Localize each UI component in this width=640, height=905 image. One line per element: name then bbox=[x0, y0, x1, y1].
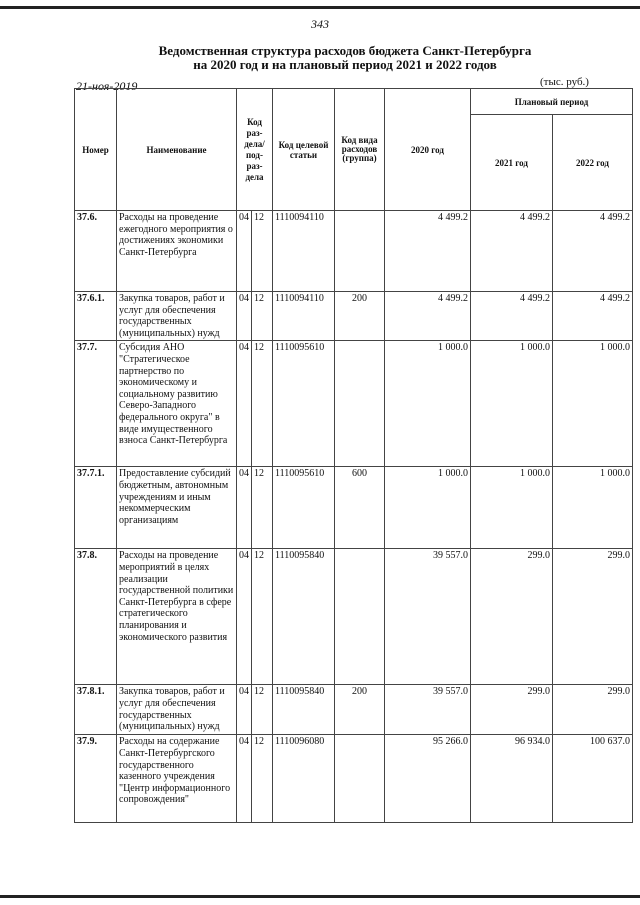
row-target-code: 1110095840 bbox=[273, 685, 335, 735]
row-number: 37.7.1. bbox=[75, 467, 117, 549]
row-amount-2022: 299.0 bbox=[553, 685, 633, 735]
row-subsection: 12 bbox=[252, 549, 273, 685]
row-name: Расходы на проведение ежегодного мероприятия о достижениях экономики Санкт-Петербурга bbox=[117, 211, 237, 292]
header-name: Наименование bbox=[117, 89, 237, 211]
row-amount-2022: 100 637.0 bbox=[553, 735, 633, 823]
row-name: Закупка товаров, работ и услуг для обеспечения государственных (муниципальных) нужд bbox=[117, 292, 237, 341]
row-amount-2021: 1 000.0 bbox=[471, 341, 553, 467]
row-section: 04 bbox=[237, 685, 252, 735]
row-section: 04 bbox=[237, 341, 252, 467]
row-section: 04 bbox=[237, 211, 252, 292]
row-subsection: 12 bbox=[252, 211, 273, 292]
row-amount-2021: 4 499.2 bbox=[471, 292, 553, 341]
row-amount-2020: 1 000.0 bbox=[385, 341, 471, 467]
row-name: Расходы на содержание Санкт-Петербургского государственного казенного учреждения "Центр информационного сопровождения" bbox=[117, 735, 237, 823]
row-amount-2021: 299.0 bbox=[471, 685, 553, 735]
header-2021: 2021 год bbox=[471, 115, 553, 211]
header-section-code: Код раз-дела/ под-раз-дела bbox=[237, 89, 273, 211]
row-expense-type: 200 bbox=[335, 685, 385, 735]
budget-table bbox=[74, 88, 633, 823]
header-number: Номер bbox=[75, 89, 117, 211]
row-number: 37.7. bbox=[75, 341, 117, 467]
row-subsection: 12 bbox=[252, 341, 273, 467]
row-amount-2022: 1 000.0 bbox=[553, 467, 633, 549]
table-row bbox=[75, 735, 633, 823]
title-line-1: Ведомственная структура расходов бюджета Санкт-Петербурга bbox=[158, 43, 532, 58]
row-amount-2020: 4 499.2 bbox=[385, 292, 471, 341]
row-target-code: 1110096080 bbox=[273, 735, 335, 823]
row-target-code: 1110095840 bbox=[273, 549, 335, 685]
row-subsection: 12 bbox=[252, 685, 273, 735]
row-expense-type bbox=[335, 549, 385, 685]
row-amount-2022: 4 499.2 bbox=[553, 211, 633, 292]
table-row bbox=[75, 341, 633, 467]
row-expense-type bbox=[335, 735, 385, 823]
row-expense-type: 200 bbox=[335, 292, 385, 341]
header-planned-period: Плановый период bbox=[471, 89, 633, 115]
header-2020: 2020 год bbox=[385, 89, 471, 211]
page-number: 343 bbox=[311, 17, 329, 31]
row-target-code: 1110094110 bbox=[273, 211, 335, 292]
document-title bbox=[110, 44, 580, 72]
header-target-code: Код целевой статьи bbox=[273, 89, 335, 211]
table-row bbox=[75, 211, 633, 292]
row-section: 04 bbox=[237, 292, 252, 341]
row-amount-2020: 1 000.0 bbox=[385, 467, 471, 549]
row-amount-2022: 1 000.0 bbox=[553, 341, 633, 467]
row-target-code: 1110095610 bbox=[273, 341, 335, 467]
row-number: 37.9. bbox=[75, 735, 117, 823]
row-section: 04 bbox=[237, 549, 252, 685]
row-target-code: 1110095610 bbox=[273, 467, 335, 549]
row-name: Расходы на проведение мероприятий в целях реализации государственной политики Санкт-Петербурга в сфере стратегического планирования и экономического развития bbox=[117, 549, 237, 685]
row-section: 04 bbox=[237, 735, 252, 823]
row-expense-type bbox=[335, 341, 385, 467]
row-expense-type bbox=[335, 211, 385, 292]
row-amount-2020: 39 557.0 bbox=[385, 549, 471, 685]
row-name: Предоставление субсидий бюджетным, автономным учреждениям и иным некоммерческим организациям bbox=[117, 467, 237, 549]
row-name: Субсидия АНО "Стратегическое партнерство по экономическому и социальному развитию Северо-Западного федерального округа" в виде имущественного взноса Санкт-Петербурга bbox=[117, 341, 237, 467]
bottom-rule bbox=[0, 895, 640, 898]
row-amount-2022: 4 499.2 bbox=[553, 292, 633, 341]
row-amount-2021: 4 499.2 bbox=[471, 211, 553, 292]
row-expense-type: 600 bbox=[335, 467, 385, 549]
table-row bbox=[75, 292, 633, 341]
units-label: (тыс. руб.) bbox=[540, 76, 589, 88]
header-expense-type: Код вида расходов (группа) bbox=[335, 89, 385, 211]
document-date: 21-ноя-2019 bbox=[76, 79, 138, 93]
row-number: 37.8.1. bbox=[75, 685, 117, 735]
row-subsection: 12 bbox=[252, 467, 273, 549]
top-rule bbox=[0, 6, 640, 9]
row-section: 04 bbox=[237, 467, 252, 549]
row-amount-2020: 95 266.0 bbox=[385, 735, 471, 823]
row-target-code: 1110094110 bbox=[273, 292, 335, 341]
row-amount-2021: 96 934.0 bbox=[471, 735, 553, 823]
table-row bbox=[75, 467, 633, 549]
row-number: 37.8. bbox=[75, 549, 117, 685]
title-line-2: на 2020 год и на плановый период 2021 и 2022 годов bbox=[193, 57, 497, 72]
row-amount-2021: 299.0 bbox=[471, 549, 553, 685]
row-number: 37.6. bbox=[75, 211, 117, 292]
row-number: 37.6.1. bbox=[75, 292, 117, 341]
table-row bbox=[75, 549, 633, 685]
row-subsection: 12 bbox=[252, 292, 273, 341]
row-amount-2020: 39 557.0 bbox=[385, 685, 471, 735]
header-2022: 2022 год bbox=[553, 115, 633, 211]
row-name: Закупка товаров, работ и услуг для обеспечения государственных (муниципальных) нужд bbox=[117, 685, 237, 735]
row-amount-2021: 1 000.0 bbox=[471, 467, 553, 549]
table-row bbox=[75, 685, 633, 735]
row-amount-2020: 4 499.2 bbox=[385, 211, 471, 292]
row-subsection: 12 bbox=[252, 735, 273, 823]
row-amount-2022: 299.0 bbox=[553, 549, 633, 685]
